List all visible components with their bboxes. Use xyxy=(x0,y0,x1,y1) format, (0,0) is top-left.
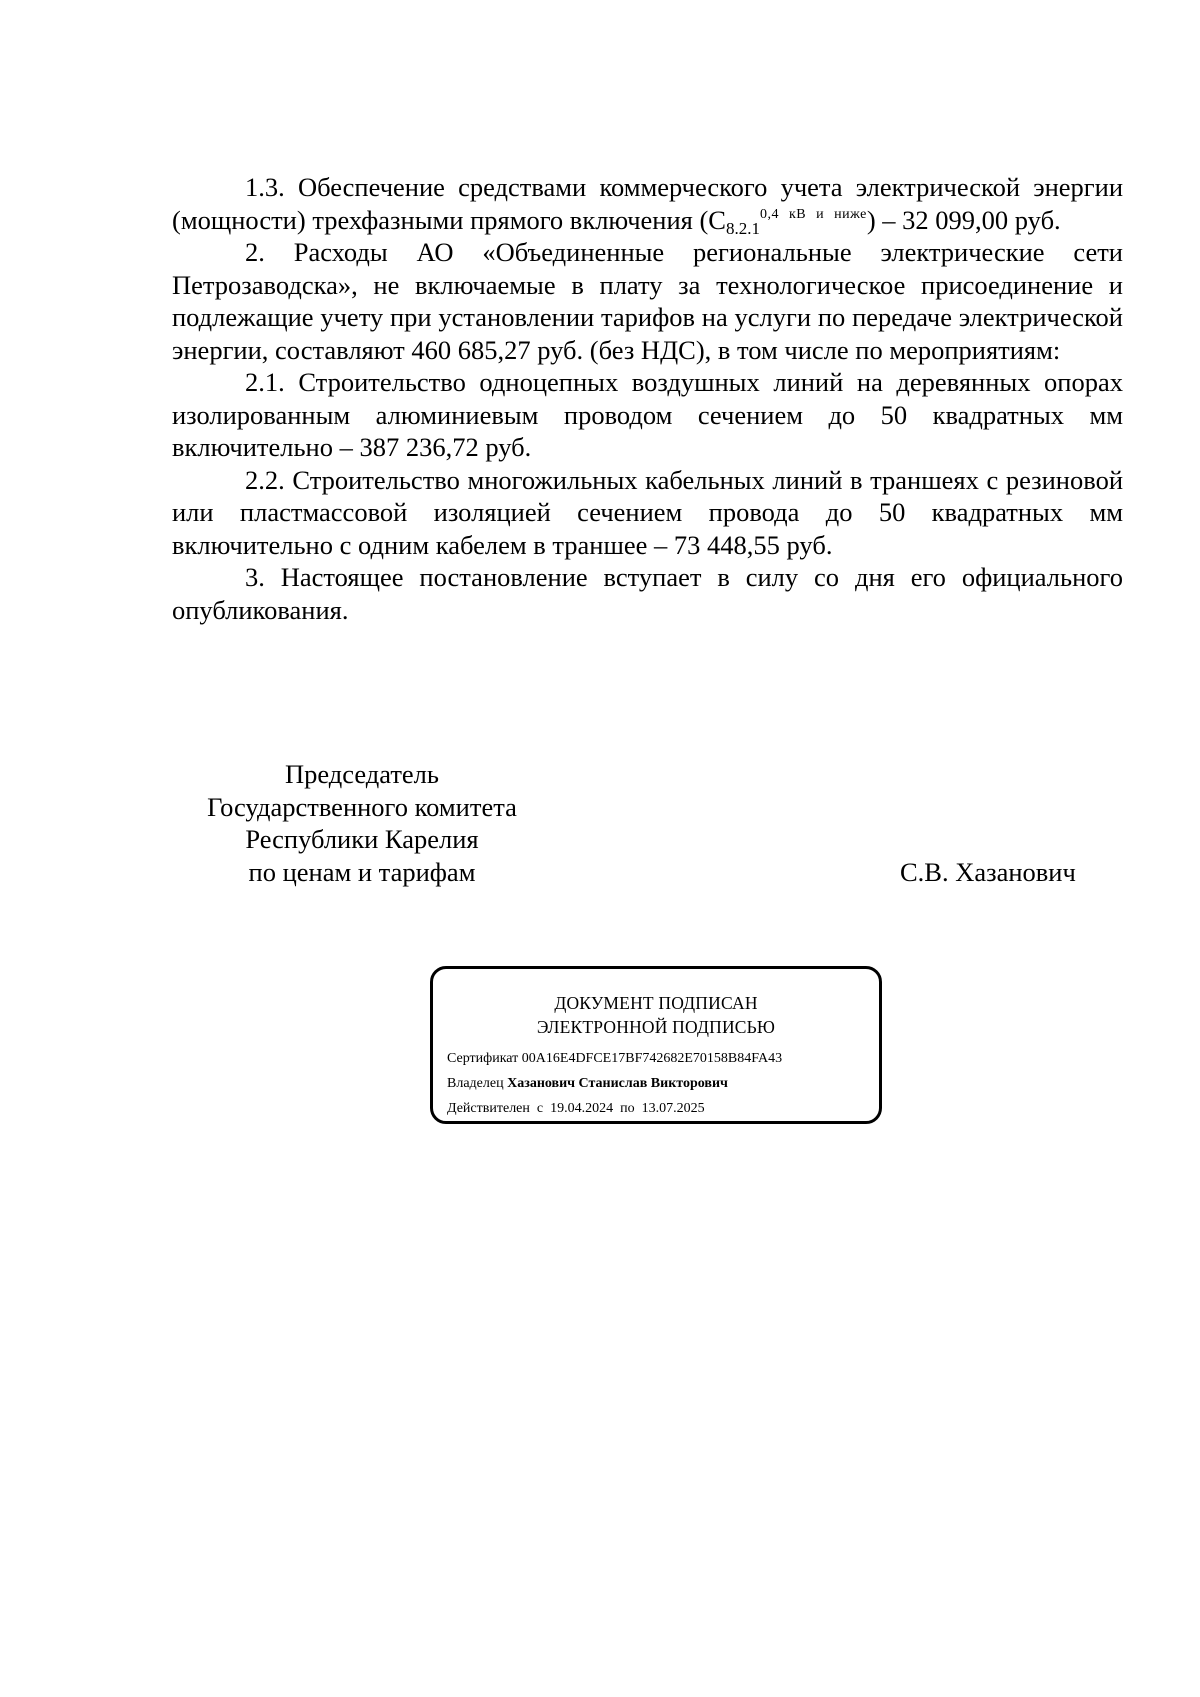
paragraph-1-3-amount: 32 099,00 руб. xyxy=(902,204,1061,235)
signatory-position-line: Республики Карелия xyxy=(245,824,479,854)
owner-label: Владелец xyxy=(447,1076,504,1091)
paragraph-2-2: 2.2. Строительство многожильных кабельных линий в траншеях с резиновой или пластмассовой изоляцией сечением провода до 50 квадратных мм включительно с одним кабелем в траншее – 73 448,55 руб. xyxy=(172,464,1123,560)
valid-from-date: 19.04.2024 xyxy=(550,1101,614,1116)
certificate-value: 00A16E4DFCE17BF742682E70158B84FA43 xyxy=(521,1051,783,1066)
stamp-title-line: ЭЛЕКТРОННОЙ ПОДПИСЬЮ xyxy=(536,1017,776,1037)
valid-from-label: с xyxy=(536,1101,544,1116)
stamp-owner-row xyxy=(447,1071,782,1096)
certificate-label: Сертификат xyxy=(447,1051,519,1066)
signatory-position-line: Государственного комитета xyxy=(207,791,517,822)
signatory-position xyxy=(172,758,552,888)
paragraph-2: 2. Расходы АО «Объединенные региональные электрические сети Петрозаводска», не включаемые в плату за технологическое присоединение и подлежащие учету при установлении тарифов на услуги по передаче электрической энергии, составляют 460 685,27 руб. (без НДС), в том числе по мероприятиям: xyxy=(172,237,1123,365)
stamp-validity-row xyxy=(447,1096,782,1121)
valid-to-label: по xyxy=(620,1101,635,1116)
valid-to-date: 13.07.2025 xyxy=(641,1101,705,1116)
paragraph-1-3-dash: ) – xyxy=(866,204,896,235)
paragraph-1-3-text: 1.3. Обеспечение средствами коммерческого учета электрической энергии (мощности) трехфазными прямого включения (С xyxy=(172,172,1123,235)
paragraph-2-1: 2.1. Строительство одноцепных воздушных линий на деревянных опорах изолированным алюминиевым проводом сечением до 50 квадратных мм включительно – 387 236,72 руб. xyxy=(172,367,1123,462)
valid-label: Действителен xyxy=(447,1101,530,1116)
stamp-certificate-row xyxy=(447,1046,782,1071)
signatory-position-line: по ценам и тарифам xyxy=(248,856,476,887)
electronic-signature-stamp xyxy=(430,966,882,1124)
stamp-title-line: ДОКУМЕНТ ПОДПИСАН xyxy=(554,993,758,1013)
stamp-details xyxy=(447,1046,782,1121)
paragraph-1-3-subscript: 8.2.1 xyxy=(725,218,760,238)
signatory-position-line: Председатель xyxy=(285,759,439,789)
stamp-title xyxy=(433,991,879,1039)
document-body xyxy=(172,171,1123,626)
owner-value: Хазанович Станислав Викторович xyxy=(507,1076,728,1091)
signatory-name: С.В. Хазанович xyxy=(900,857,1076,887)
paragraph-1-3 xyxy=(172,171,1123,236)
paragraph-1-3-superscript: 0,4 кВ и ниже xyxy=(759,206,867,222)
paragraph-3: 3. Настоящее постановление вступает в силу со дня его официального опубликования. xyxy=(172,562,1123,625)
